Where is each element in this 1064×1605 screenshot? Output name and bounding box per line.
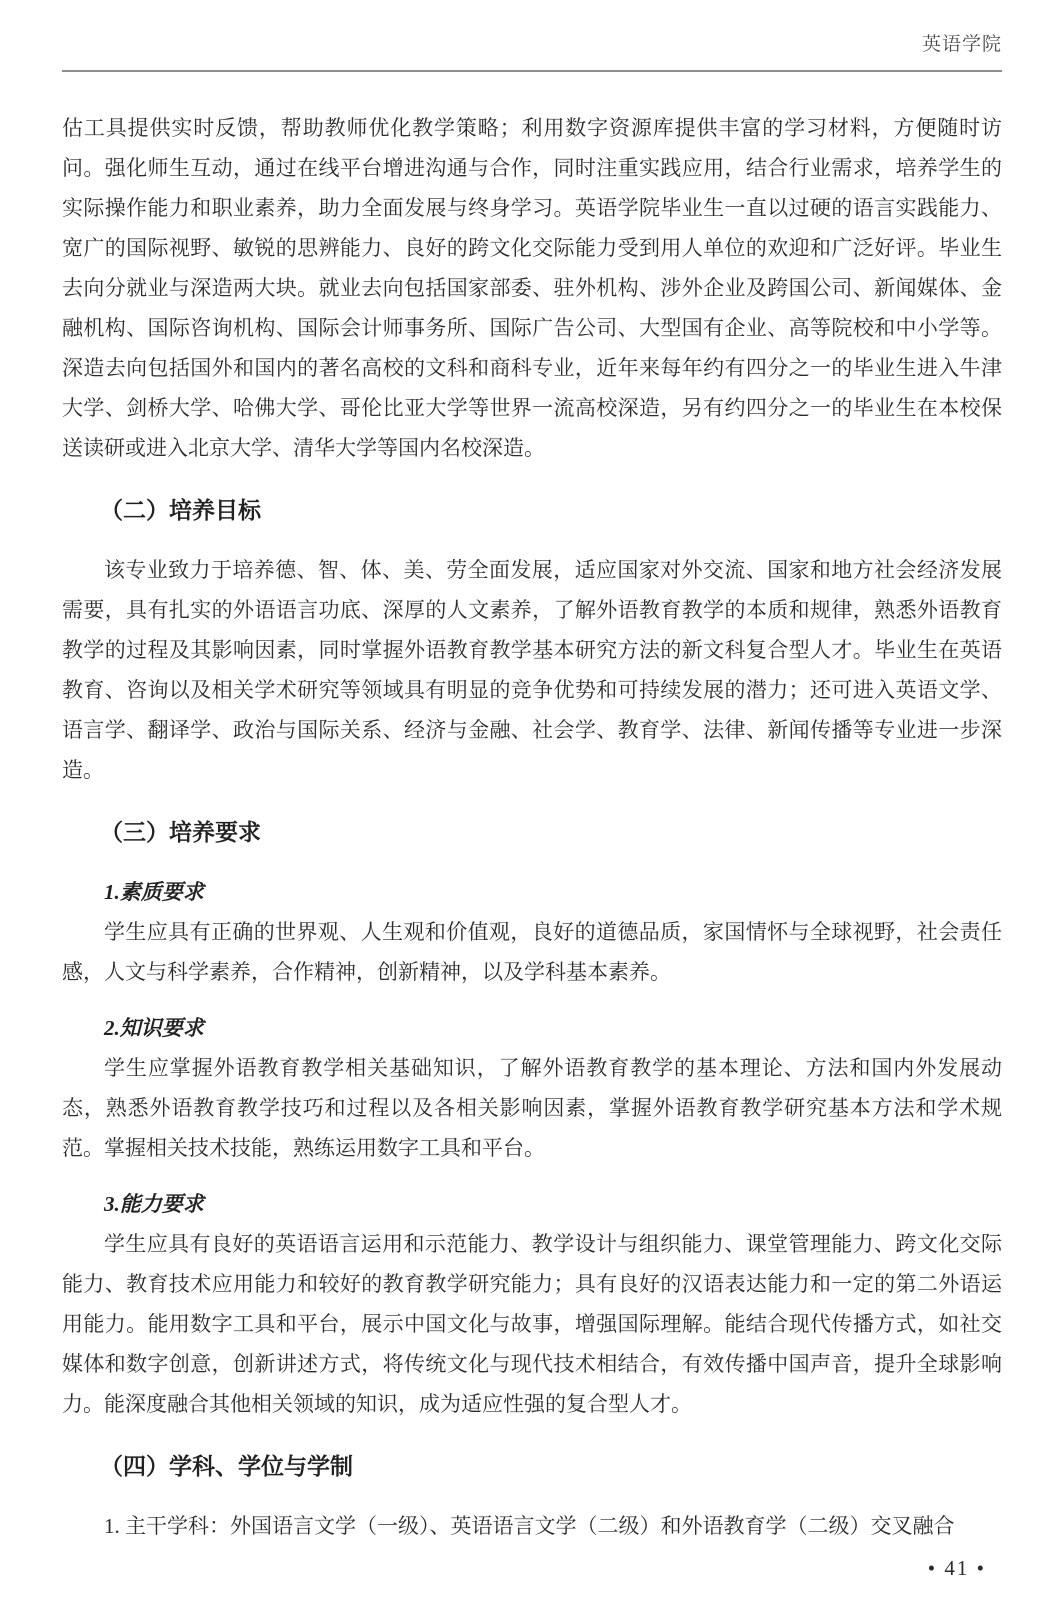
- section-heading-3-training-requirements: （三）培养要求: [100, 819, 261, 845]
- sub-heading-quality-requirements: 1.素质要求: [104, 880, 204, 904]
- paragraph-main-disciplines: 1. 主干学科：外国语言文学（一级）、英语语言文学（二级）和外语教育学（二级）交叉融合: [104, 1514, 955, 1538]
- page-number: • 41 •: [927, 1556, 986, 1580]
- paragraph-ability-requirements: 学生应具有良好的英语语言运用和示范能力、教学设计与组织能力、课堂管理能力、跨文化交际能力、教育技术应用能力和较好的教育教学研究能力；具有良好的汉语表达能力和一定的第二外语运用能力。能用数字工具和平台，展示中国文化与故事，增强国际理解。能结合现代传播方式，如社交媒体和数字创意，创新讲述方式，将传统文化与现代技术相结合，有效传播中国声音，提升全球影响力。能深度融合其他相关领域的知识，成为适应性强的复合型人才。: [62, 1232, 1002, 1416]
- sub-heading-ability-requirements: 3.能力要求: [104, 1192, 204, 1216]
- page-footer: [928, 1556, 986, 1581]
- paragraph-training-objectives: 该专业致力于培养德、智、体、美、劳全面发展，适应国家对外交流、国家和地方社会经济发展需要，具有扎实的外语语言功底、深厚的人文素养，了解外语教育教学的本质和规律，熟悉外语教育教学的过程及其影响因素，同时掌握外语教育教学基本研究方法的新文科复合型人才。毕业生在英语教育、咨询以及相关学术研究等领域具有明显的竞争优势和可持续发展的潜力；还可进入英语文学、语言学、翻译学、政治与国际关系、经济与金融、社会学、教育学、法律、新闻传播等专业进一步深造。: [62, 558, 1002, 782]
- page-body: [0, 72, 1064, 1546]
- paragraph-intro-continued: 估工具提供实时反馈，帮助教师优化教学策略；利用数字资源库提供丰富的学习材料，方便随时访问。强化师生互动，通过在线平台增进沟通与合作，同时注重实践应用，结合行业需求，培养学生的实际操作能力和职业素养，助力全面发展与终身学习。英语学院毕业生一直以过硬的语言实践能力、宽广的国际视野、敏锐的思辨能力、良好的跨文化交际能力受到用人单位的欢迎和广泛好评。毕业生去向分就业与深造两大块。就业去向包括国家部委、驻外机构、涉外企业及跨国公司、新闻媒体、金融机构、国际咨询机构、国际会计师事务所、国际广告公司、大型国有企业、高等院校和中小学等。深造去向包括国外和国内的著名高校的文科和商科专业，近年来每年约有四分之一的毕业生进入牛津大学、剑桥大学、哈佛大学、哥伦比亚大学等世界一流高校深造，另有约四分之一的毕业生在本校保送读研或进入北京大学、清华大学等国内名校深造。: [62, 116, 1002, 460]
- sub-heading-knowledge-requirements: 2.知识要求: [104, 1016, 204, 1040]
- paragraph-knowledge-requirements: 学生应掌握外语教育教学相关基础知识，了解外语教育教学的基本理论、方法和国内外发展动态，熟悉外语教育教学技巧和过程以及各相关影响因素，掌握外语教育教学研究基本方法和学术规范。掌握相关技术技能，熟练运用数字工具和平台。: [62, 1056, 1002, 1160]
- page-header: [0, 0, 1064, 72]
- section-heading-2-training-objectives: （二）培养目标: [100, 497, 261, 523]
- running-header-title: 英语学院: [921, 34, 1002, 55]
- section-heading-4-discipline-degree-duration: （四）学科、学位与学制: [100, 1453, 353, 1479]
- paragraph-quality-requirements: 学生应具有正确的世界观、人生观和价值观，良好的道德品质，家国情怀与全球视野，社会责任感，人文与科学素养，合作精神，创新精神，以及学科基本素养。: [62, 920, 1002, 984]
